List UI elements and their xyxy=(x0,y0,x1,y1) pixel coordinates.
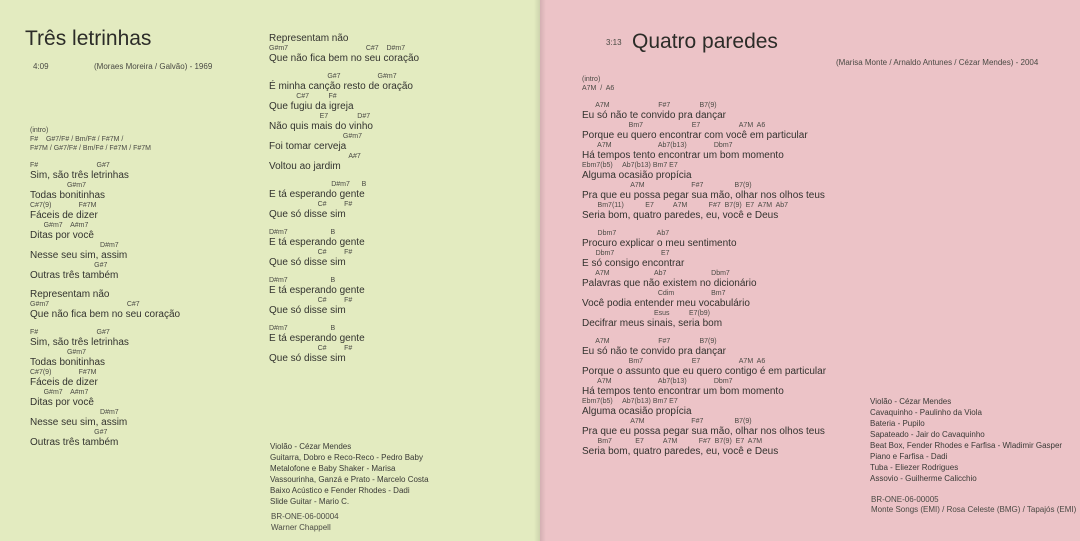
lyric-line: Há tempos tento encontrar um bom momento xyxy=(582,150,784,161)
credit-line: Piano e Farfisa - Dadi xyxy=(870,452,948,461)
chord-line: A7M Ab7(b13) Dbm7 xyxy=(582,378,733,385)
lyric-line: Foi tomar cerveja xyxy=(269,141,347,152)
lyric-line: Fáceis de dizer xyxy=(30,210,98,221)
lyric-line: Eu só não te convido pra dançar xyxy=(582,110,726,121)
song-title: Quatro paredes xyxy=(632,30,778,53)
chord-line: D#m7 B xyxy=(269,277,336,284)
song-duration: 3:13 xyxy=(606,38,622,47)
lyric-line: Ditas por você xyxy=(30,230,94,241)
chord-line: D#m7 B xyxy=(269,325,336,332)
credit-line: Sapateado - Jair do Cavaquinho xyxy=(870,430,985,439)
lyric-line: Ditas por você xyxy=(30,397,94,408)
chord-line: C# F# xyxy=(269,249,353,256)
chord-line: C#7 F# xyxy=(269,93,337,100)
lyric-line: Que só disse sim xyxy=(269,353,346,364)
lyric-line: Voltou ao jardim xyxy=(269,161,341,172)
chord-line: F# G#7/F# / Bm/F# / F#7M / xyxy=(30,136,124,143)
lyric-line: E tá esperando gente xyxy=(269,237,365,248)
lyric-line: Que só disse sim xyxy=(269,257,346,268)
chord-line: G#m7 xyxy=(30,349,87,356)
isrc-code: BR-ONE-06-00005 xyxy=(871,495,939,504)
chord-line: Esus E7(b9) xyxy=(582,310,710,317)
chord-line: (intro) xyxy=(582,76,601,83)
musician-credits xyxy=(870,396,1062,484)
chord-line: D#m7 B xyxy=(269,229,336,236)
chord-line: Bm7(11) E7 A7M F#7 B7(9) E7 A7M Ab7 xyxy=(582,202,789,209)
chord-line: Ebm7(b5) Ab7(b13) Bm7 E7 xyxy=(582,162,678,169)
stanza-gap xyxy=(582,221,882,229)
chord-line: G#m7 xyxy=(30,182,87,189)
publisher: Warner Chappell xyxy=(271,523,331,532)
chord-line: A7M F#7 B7(9) xyxy=(582,182,752,189)
chord-line: G#m7 C#7 D#m7 xyxy=(269,45,406,52)
chord-line: E7 D#7 xyxy=(269,113,371,120)
chord-line: D#m7 xyxy=(30,409,119,416)
publisher: Monte Songs (EMI) / Rosa Celeste (BMG) / Tapajós (EMI) xyxy=(871,505,1077,514)
credit-line: Tuba - Eliezer Rodrigues xyxy=(870,463,959,472)
credit-line: Guitarra, Dobro e Reco-Reco - Pedro Baby xyxy=(270,453,423,462)
credit-line: Vassourinha, Ganzá e Prato - Marcelo Costa xyxy=(270,475,429,484)
lyric-line: Sim, são três letrinhas xyxy=(30,170,129,181)
lyric-line: Outras três também xyxy=(30,270,119,281)
lyric-line: Representam não xyxy=(30,289,110,300)
chord-line: F# G#7 xyxy=(30,329,110,336)
lyric-line: Procuro explicar o meu sentimento xyxy=(582,238,737,249)
lyric-line: Palavras que não existem no dicionário xyxy=(582,278,757,289)
lyric-line: Outras três também xyxy=(30,437,119,448)
chord-line: A7M Ab7(b13) Dbm7 xyxy=(582,142,733,149)
lyric-line: Nesse seu sim, assim xyxy=(30,417,128,428)
lyric-line: Alguma ocasião propícia xyxy=(582,170,692,181)
credit-line: Baixo Acústico e Fender Rhodes - Dadi xyxy=(270,486,410,495)
lyric-line: Pra que eu possa pegar sua mão, olhar nos olhos teus xyxy=(582,426,825,437)
credit-line: Violão - Cézar Mendes xyxy=(870,397,952,406)
stanza-gap xyxy=(30,281,260,289)
stanza-gap xyxy=(269,64,509,72)
chord-line: (intro) xyxy=(30,127,49,134)
chord-line: D#m7 B xyxy=(269,181,367,188)
stanza-gap xyxy=(582,93,882,101)
song-duration: 4:09 xyxy=(33,62,49,71)
lyric-line: Todas bonitinhas xyxy=(30,190,106,201)
chord-line: A7M Ab7 Dbm7 xyxy=(582,270,730,277)
lyric-line: Representam não xyxy=(269,33,349,44)
song-authors: (Marisa Monte / Arnaldo Antunes / Cézar Mendes) - 2004 xyxy=(836,58,1039,67)
credit-line: Assovio - Guilherme Calicchio xyxy=(870,474,977,483)
lyric-line: Não quis mais do vinho xyxy=(269,121,373,132)
lyric-line: Nesse seu sim, assim xyxy=(30,250,128,261)
credit-line: Slide Guitar - Mario C. xyxy=(270,497,350,506)
stanza-gap xyxy=(582,329,882,337)
lyrics-column-2 xyxy=(269,33,509,364)
book-spine xyxy=(534,0,546,541)
chord-line: C# F# xyxy=(269,297,353,304)
stanza-gap xyxy=(269,316,509,324)
chord-line: C# F# xyxy=(269,201,353,208)
chord-line: D#m7 xyxy=(30,242,119,249)
lyric-line: Todas bonitinhas xyxy=(30,357,106,368)
chord-line: Bm7 E7 A7M A6 xyxy=(582,122,766,129)
chord-line: C#7(9) F#7M xyxy=(30,202,97,209)
chord-line: G#m7 A#m7 xyxy=(30,389,89,396)
chord-line: A7M F#7 B7(9) xyxy=(582,338,717,345)
chord-line: G#7 xyxy=(30,429,108,436)
stanza-gap xyxy=(269,172,509,180)
lyric-line: E tá esperando gente xyxy=(269,189,365,200)
lyric-line: É minha canção resto de oração xyxy=(269,81,413,92)
lyric-line: E só consigo encontrar xyxy=(582,258,685,269)
chord-line: Dbm7 E7 xyxy=(582,250,670,257)
lyric-line: Que não fica bem no seu coração xyxy=(269,53,420,64)
stanza-gap xyxy=(269,268,509,276)
chord-line: A7M / A6 xyxy=(582,85,615,92)
lyric-line: Seria bom, quatro paredes, eu, você e Deus xyxy=(582,210,779,221)
lyric-line: Porque o assunto que eu quero contigo é em particular xyxy=(582,366,827,377)
chord-line: G#7 G#m7 xyxy=(269,73,397,80)
lyric-line: Que só disse sim xyxy=(269,305,346,316)
credit-line: Cavaquinho - Paulinho da Viola xyxy=(870,408,982,417)
lyric-line: Decifrar meus sinais, seria bom xyxy=(582,318,723,329)
musician-credits xyxy=(270,441,429,507)
right-page xyxy=(540,0,1080,541)
chord-line: G#m7 A#m7 xyxy=(30,222,89,229)
chord-line: C#7(9) F#7M xyxy=(30,369,97,376)
isrc-code: BR-ONE-06-00004 xyxy=(271,512,339,521)
lyric-line: Porque eu quero encontrar com você em particular xyxy=(582,130,808,141)
lyric-line: E tá esperando gente xyxy=(269,333,365,344)
chord-line: G#m7 xyxy=(269,133,362,140)
lyric-line: Pra que eu possa pegar sua mão, olhar nos olhos teus xyxy=(582,190,825,201)
lyric-line: Seria bom, quatro paredes, eu, você e Deus xyxy=(582,446,779,457)
chord-line: A7M F#7 B7(9) xyxy=(582,102,717,109)
lyric-line: Que não fica bem no seu coração xyxy=(30,309,181,320)
lyric-line: Há tempos tento encontrar um bom momento xyxy=(582,386,784,397)
lyrics-column xyxy=(582,75,882,457)
lyric-line: Que fugiu da igreja xyxy=(269,101,354,112)
chord-line: G#m7 C#7 xyxy=(30,301,140,308)
chord-line: A7M F#7 B7(9) xyxy=(582,418,752,425)
lyric-line: Sim, são três letrinhas xyxy=(30,337,129,348)
credit-line: Metalofone e Baby Shaker - Marisa xyxy=(270,464,396,473)
stanza-gap xyxy=(30,153,260,161)
lyric-line: E tá esperando gente xyxy=(269,285,365,296)
song-title: Três letrinhas xyxy=(25,27,152,50)
lyric-line: Fáceis de dizer xyxy=(30,377,98,388)
chord-line: F# G#7 xyxy=(30,162,110,169)
stanza-gap xyxy=(30,320,260,328)
credit-line: Beat Box, Fender Rhodes e Farfisa - Wladimir Gasper xyxy=(870,441,1063,450)
lyric-line: Que só disse sim xyxy=(269,209,346,220)
chord-line: Dbm7 Ab7 xyxy=(582,230,670,237)
chord-line: Cdim Bm7 xyxy=(582,290,726,297)
stanza-gap xyxy=(269,220,509,228)
lyric-line: Você podia entender meu vocabulário xyxy=(582,298,750,309)
chord-line: Bm7 E7 A7M F#7 B7(9) E7 A7M xyxy=(582,438,763,445)
chord-line: A#7 xyxy=(269,153,361,160)
song-authors: (Moraes Moreira / Galvão) - 1969 xyxy=(94,62,213,71)
lyrics-column-1 xyxy=(30,126,260,448)
chord-line: G#7 xyxy=(30,262,108,269)
credit-line: Violão - Cézar Mendes xyxy=(270,442,352,451)
credit-line: Bateria - Pupilo xyxy=(870,419,925,428)
chord-line: Bm7 E7 A7M A6 xyxy=(582,358,766,365)
lyric-line: Alguma ocasião propícia xyxy=(582,406,692,417)
lyric-line: Eu só não te convido pra dançar xyxy=(582,346,726,357)
chord-line: Ebm7(b5) Ab7(b13) Bm7 E7 xyxy=(582,398,678,405)
chord-line: F#7M / G#7/F# / Bm/F# / F#7M / F#7M xyxy=(30,145,151,152)
chord-line: C# F# xyxy=(269,345,353,352)
